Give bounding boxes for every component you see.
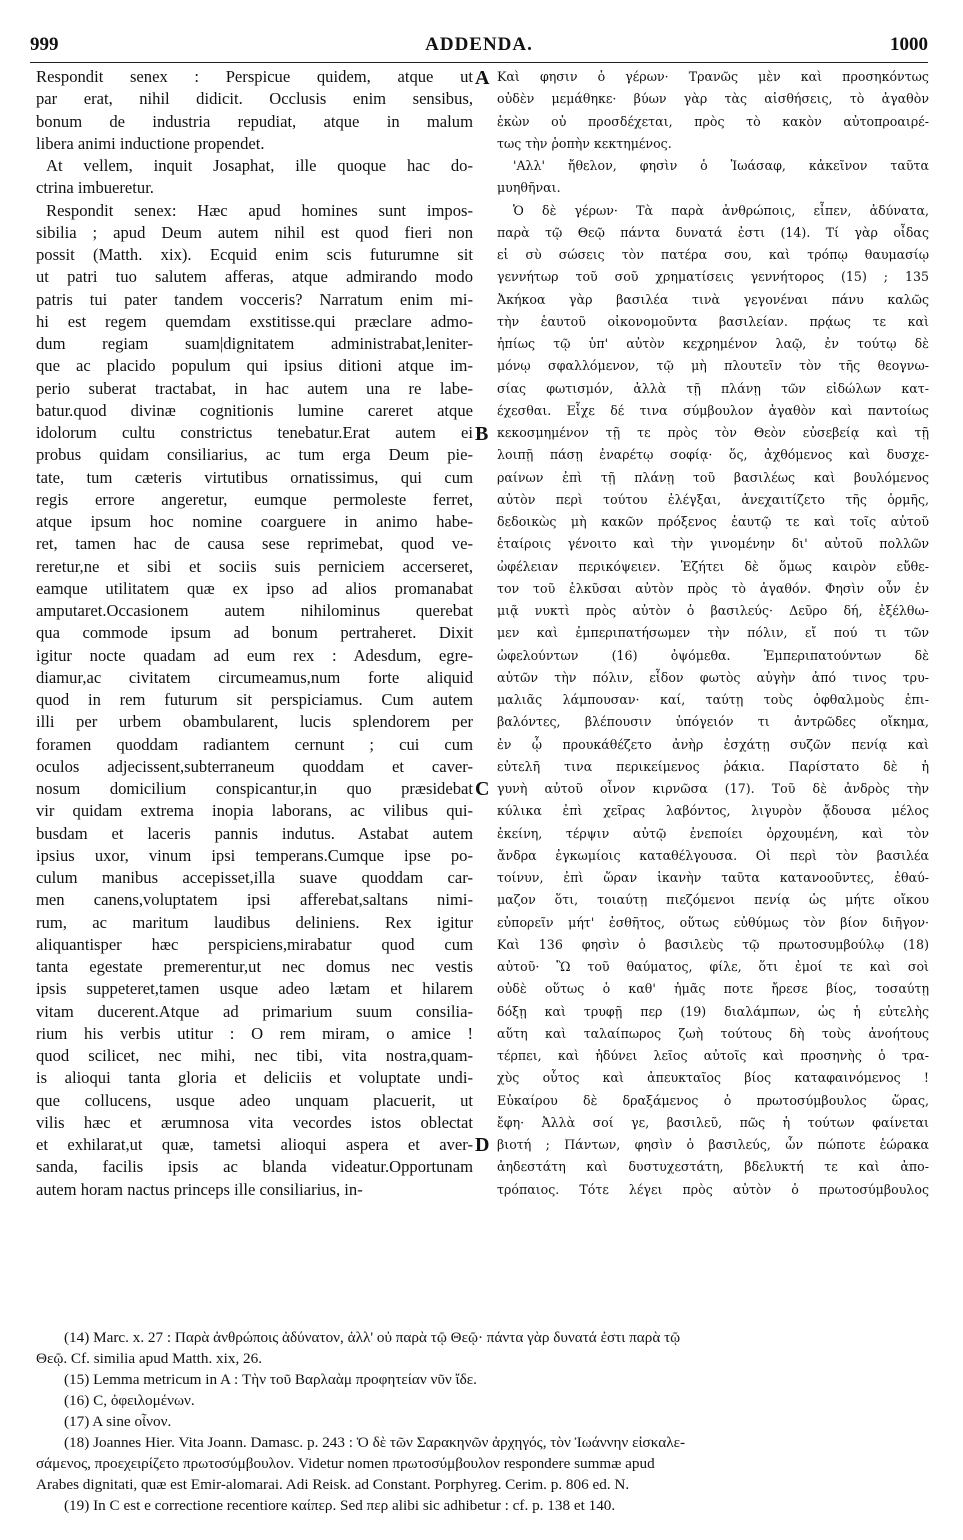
footnote-line: (19) In C est e correctione recentiore καίπερ. Sed περ alibi sic adhibetur : cf. p. 138 et 140. xyxy=(64,1497,616,1514)
footnote-line: (17) A sine οἶνον. xyxy=(64,1413,172,1430)
greek-text-line: τέρπει, καὶ ἡδύνει λεῖος αὐτοῖς καὶ προσηνὴς ὁ τρα- xyxy=(497,1048,929,1063)
greek-text-line: βιοτή ; Πάντων, φησὶν ὁ βασιλεύς, ὧν πώποτε ἑώρακα xyxy=(497,1137,929,1152)
latin-text-line: tanta egestate premerentur,ut nec domus nec vestis xyxy=(36,957,473,976)
greek-text-line: Ὁ δὲ γέρων· Τὰ παρὰ ἀνθρώποις, εἶπεν, ἀδύνατα, xyxy=(513,202,929,218)
latin-text-line: oculos adjecissent,subterraneum quoddam et caver- xyxy=(36,756,473,776)
latin-text-line: et exhilarat,ut quæ, tametsi alioqui aspera et aver- xyxy=(36,1135,473,1154)
greek-text-line: λοιπῇ πάσῃ ἐναρέτῳ σοφίᾳ· ὅς, ἀχθόμενος καὶ δυσχε- xyxy=(497,447,929,463)
greek-text-line: Ἀκήκοα γὰρ βασιλέα τινὰ γεγονέναι πάνυ καλῶς xyxy=(497,291,929,307)
page-number-right: 1000 xyxy=(890,34,928,55)
latin-text-line: Respondit senex : Perspicue quidem, atque ut xyxy=(36,67,473,86)
latin-text-line: culum manibus accepisset,illa suave quoddam car- xyxy=(36,868,473,887)
latin-text-line: rium his verbis utitur : O rem miram, o amice ! xyxy=(36,1023,473,1043)
latin-text-line: possit (Matth. xix). Ecquid enim scis futurumne sit xyxy=(36,245,473,264)
footnote-line: Θεῷ. Cf. similia apud Matth. xix, 26. xyxy=(36,1350,263,1367)
latin-text-line: sanda, facilis ipsis ac blanda videatur.Opportunam xyxy=(36,1157,473,1177)
latin-text-line: rum, ac maritum laudibus deliniens. Rex igitur xyxy=(36,912,473,932)
latin-text-line: hi est regem quemdam exstitisse.qui præclare admo- xyxy=(36,311,473,331)
greek-text-line: ἀηδεστάτη καὶ δυστυχεστάτη, βδελυκτή τε καὶ ἀπο- xyxy=(497,1159,929,1175)
latin-text-line: At vellem, inquit Josaphat, ille quoque hac do- xyxy=(46,156,473,175)
page-number-left: 999 xyxy=(30,34,59,55)
latin-text-line: patris tui pater tandem vocceris? Narratum enim mi- xyxy=(36,289,473,309)
greek-text-line: γυνὴ αὐτοῦ οἶνον κιρνῶσα (17). Τοῦ δὲ ἀνδρὸς τὴν xyxy=(497,781,929,796)
greek-text-line: ὠφέλειαν περικόψειεν. Ἐζήτει δὲ ὅμως καιρὸν εὔθε- xyxy=(497,558,929,574)
latin-text-line: autem horam nactus princeps ille consiliarius, in- xyxy=(36,1179,363,1199)
latin-text-line: perio suberat tractabat, in hac autem una re labe- xyxy=(36,378,473,398)
footnotes xyxy=(36,1327,932,1516)
latin-text-line: regis errore angeretur, eumque permoleste ferret, xyxy=(36,489,473,509)
latin-text-line: is alioqui tanta gloria et deliciis et voluptate undi- xyxy=(36,1068,473,1088)
latin-text-line: batur.quod divinæ cognitionis lumine careret atque xyxy=(36,400,473,420)
greek-text-line: ἐκείνη, τέρψιν αὐτῷ ἐνεποίει ὀρχουμένη, καὶ τὸν xyxy=(497,825,929,841)
greek-text-line: χὺς οὗτος καὶ ἀπευκταῖος βίος καταφαινόμενος ! xyxy=(497,1070,929,1086)
latin-text-line: que ac placido populum qui ipsius ditioni atque im- xyxy=(36,356,473,376)
greek-text-line: Εὐκαίρου δὲ δραξάμενος ὁ πρωτοσύμβουλος ὥρας, xyxy=(497,1092,929,1108)
latin-text-line: men canens,voluptatem ipsi afferebat,saltans nimi- xyxy=(36,890,473,910)
greek-text-line: αὐτοῦ· Ὢ τοῦ θαύματος, φίλε, ὅτι ἐμοί τε καὶ σοὶ xyxy=(497,959,929,974)
greek-text-line: τον τοῦ ἑλκῦσαι αὐτὸν πρὸς τὸ ἀγαθόν. Φησὶν οὖν ἐν xyxy=(497,580,929,596)
latin-text-line: igitur nocte quadam ad eum rex : Adesdum, egre- xyxy=(36,645,473,665)
greek-text-line: έχεσθαι. Εἶχε δέ τινα σύμβουλον ἀγαθὸν καὶ παντοίως xyxy=(497,402,929,418)
latin-text-line: vitam ducerent.Atque ad primarium suum consilia- xyxy=(36,1001,473,1021)
latin-text-line: diamur,ac civitatem circumeamus,num forte aliquid xyxy=(36,667,473,687)
greek-text-line: ἐν ᾧ προυκάθέζετο ἀνὴρ ἐσχάτῃ συζῶν πενίᾳ καὶ xyxy=(497,736,929,752)
greek-text-line: μόνῳ σφαλλόμενον, τῷ μὴ πλουτεῖν τὸν τῆς θεογνω- xyxy=(497,358,929,374)
running-title: ADDENDA. xyxy=(425,34,533,55)
section-marker-b: B xyxy=(475,423,489,445)
footnote-line: σάμενος, προεχειρίζετο πρωτοσύμβουλον. Videtur nomen πρωτοσύμβουλον respondere summæ apud xyxy=(36,1455,655,1472)
greek-text-line: ἑκὼν οὐ προσδέχεται, πρὸς τὸ κακὸν αὐτοπροαιρέ- xyxy=(497,113,929,129)
greek-text-line: τοίνυν, ἐπὶ ὥραν ἱκανὴν ταῦτα κατανοοῦντες, ἐθαύ- xyxy=(497,870,929,885)
latin-text-line: vilis hæc et ærumnosa vita vecordes istos oblectat xyxy=(36,1112,473,1132)
greek-text-line: παρὰ τῷ Θεῷ πάντα δυνατά ἐστι (14). Τί γὰρ οἶδας xyxy=(497,224,929,240)
latin-text-line: ut patri tuo salutem afferas, atque admirando modo xyxy=(36,267,473,287)
latin-text-line: que collucens, usque adeo unquam placuerit, ut xyxy=(36,1090,473,1110)
greek-text-line: ἔφη· Ἀλλὰ σοί γε, βασιλεῦ, πῶς ἡ τούτων φαίνεται xyxy=(497,1114,929,1130)
latin-text-line: libera animi inductione propendet. xyxy=(36,133,265,153)
greek-text-line: ἄνδρα ἐγκωμίοις καταθέλγουσα. Οἱ περὶ τὸν βασιλέα xyxy=(497,847,929,863)
latin-text-line: quod in rem futurum sit perspiciamus. Cum autem xyxy=(36,690,473,709)
greek-text-line: μαζον ὅτι, τοιαύτῃ πιεζόμενοι πενίᾳ ὡς μήτε οἴκου xyxy=(497,892,929,908)
latin-text-line: illi per urbem obambularent, lucis splendorem per xyxy=(36,712,473,732)
greek-text-line: δόξῃ καὶ τρυφῇ περ (19) διαλάμπων, ὡς ἡ εὐτελὴς xyxy=(497,1003,929,1019)
latin-text-line: sibilia ; apud Deum autem nihil est quod fieri non xyxy=(36,222,473,242)
latin-text-line: bonum de industria repudiat, atque in malum xyxy=(36,111,473,131)
latin-text-line: eamque utilitatem quæ ex ipso ad alios promanabat xyxy=(36,578,473,598)
latin-text-line: atque ipsum hoc nomine coarguere in animo habe- xyxy=(36,512,473,531)
latin-text-line: tate, tum cæteris virtutibus ornatissimus, qui cum xyxy=(36,467,473,487)
latin-text-line: ctrina imbueretur. xyxy=(36,178,154,198)
greek-text-line: τρόπαιος. Τότε λέγει πρὸς αὐτὸν ὁ πρωτοσύμβουλος xyxy=(497,1181,929,1197)
greek-text-line: οὐδὲ οὕτως ὁ καθ' ἡμᾶς ποτε ἤρεσε βίος, τοσαύτῃ xyxy=(497,981,929,997)
greek-text-line: μεν καὶ ἐμπεριπατήσωμεν τὴν πόλιν, εἴ πού τι τῶν xyxy=(497,625,929,641)
greek-column xyxy=(497,66,929,1201)
greek-text-line: ἑταίροις γένοιτο καὶ τὴν γινομένην δι' αὐτοῦ πολλῶν xyxy=(497,536,929,552)
greek-text-line: γεννήτωρ τοῦ σοῦ χρηματίσεις γεννήτορος (15) ; 135 xyxy=(497,269,929,285)
greek-text-line: κεκοσμημένον τῇ τε πρὸς τὸν Θεὸν εὐσεβείᾳ καὶ τῇ xyxy=(497,425,929,440)
latin-text-line: par erat, nihil didicit. Occlusis enim sensibus, xyxy=(36,89,473,109)
footnote-line: (16) C, ὀφειλομένων. xyxy=(64,1392,195,1409)
latin-column xyxy=(36,66,473,1201)
greek-text-line: μιᾷ νυκτὶ πρὸς αὐτὸν ὁ βασιλεύς· Δεῦρο δή, ἐξέλθω- xyxy=(497,603,929,618)
latin-text-line: amputaret.Occasionem autem nihilominus querebat xyxy=(36,601,473,620)
latin-text-line: probus quidam consiliarius, ac tum erga Deum pie- xyxy=(36,445,473,465)
header-rule xyxy=(30,62,928,63)
footnote-line: Arabes dignitati, quæ est Emir-alomarai. Adi Reisk. ad Constant. Porphyreg. Cerim. p. 806 ed. N. xyxy=(36,1476,630,1493)
latin-text-line: nosum domicilium conspicantur,in quo præsidebat xyxy=(36,779,473,798)
greek-text-line: αὕτη καὶ ταλαίπωρος ζωὴ τούτους δὴ τοὺς ἀνοήτους xyxy=(497,1025,929,1041)
latin-text-line: dum regiam suam|dignitatem administrabat,leniter- xyxy=(36,334,473,353)
greek-text-line: αὐτὸν περὶ τούτου ἐλέγξαι, ἀνεχαιτίζετο τῆς ὁρμῆς, xyxy=(497,491,929,507)
page-header xyxy=(30,34,928,62)
latin-text-line: idolorum cultu constrictus tenebatur.Erat autem ei xyxy=(36,423,473,442)
greek-text-line: ὠφελούντων (16) ὀψόμεθα. Ἐμπεριπατούντων δὲ xyxy=(497,647,929,663)
footnote-line: (15) Lemma metricum in A : Τὴν τοῦ Βαρλαὰμ προφητείαν νῦν ἴδε. xyxy=(64,1371,477,1388)
greek-text-line: κύλικα ἐπὶ χεῖρας λαβόντος, λιγυρὸν ᾄδουσα μέλος xyxy=(497,803,929,819)
greek-text-line: μυηθῆναι. xyxy=(497,180,561,196)
greek-text-line: εὐπορεῖν μήτ' ἐσθῆτος, οὕτως εὐθύμως τὸν βίον διῆγον· xyxy=(497,914,929,930)
latin-text-line: reretur,ne et sibi et sociis suis perniciem accerseret, xyxy=(36,556,473,576)
latin-text-line: foramen quoddam radiantem cernunt ; cui cum xyxy=(36,734,473,754)
greek-text-line: ραίνων ἐπὶ τῇ πλάνῃ τοῦ βασιλέως καὶ βουλόμενος xyxy=(497,469,929,485)
greek-text-line: μαλιᾶς λάμπουσαν· καί, ταύτῃ τοὺς ὀφθαλμοὺς ἐπι- xyxy=(497,692,929,707)
greek-text-line: οὐδὲν μεμάθηκε· βύων γὰρ τὰς αἰσθήσεις, τὸ ἀγαθὸν xyxy=(497,91,929,107)
greek-text-line: βαλόντες, βλέπουσιν ὑπόγειόν τι ἀντρῶδες οἴκημα, xyxy=(497,714,929,730)
greek-text-line: δεδοικὼς μὴ κακῶν πρόξενος ἑαυτῷ τε καὶ τοῖς αὐτοῦ xyxy=(497,514,929,529)
latin-text-line: ipsis suppeteret,tamen usque adeo lætam et hilarem xyxy=(36,979,473,999)
footnote-line: (18) Joannes Hier. Vita Joann. Damasc. p. 243 : Ὁ δὲ τῶν Σαρακηνῶν ἀρχηγός, τὸν Ἰωάννην εἰσκαλε- xyxy=(64,1434,686,1451)
latin-text-line: ipsius uxor, vinum ipsi temperans.Cumque ipse po- xyxy=(36,845,473,865)
greek-text-line: ἠπίως τῷ ὑπ' αὐτὸν κεχρημένον λαῷ, ἐν τούτῳ δὲ xyxy=(497,336,929,351)
greek-text-line: Καὶ 136 φησὶν ὁ βασιλεὺς τῷ πρωτοσυμβούλῳ (18) xyxy=(497,936,929,952)
latin-text-line: quod scilicet, nec mihi, nec tibi, vita nostra,quam- xyxy=(36,1046,473,1065)
latin-text-line: aliquantisper hæc perspiciens,mirabatur quod cum xyxy=(36,934,473,954)
greek-text-line: εὐτελῆ τινα περικείμενος ῥάκια. Παρίστατο δὲ ἡ xyxy=(497,758,929,774)
greek-text-line: 'Αλλ' ἤθελον, φησὶν ὁ Ἰωάσαφ, κἀκεῖνον ταῦτα xyxy=(513,158,929,173)
latin-text-line: ret, tamen hac de causa sese reprimebat, quod ve- xyxy=(36,534,473,554)
section-marker-c: C xyxy=(475,778,490,800)
greek-text-line: αὐτῶν τὴν πόλιν, εἶδον φωτὸς αὐγὴν ἀπό τινος τρυ- xyxy=(497,669,929,685)
greek-text-line: Καὶ φησιν ὁ γέρων· Τρανῶς μὲν καὶ προσηκόντως xyxy=(497,69,929,84)
section-marker-d: D xyxy=(475,1134,490,1156)
latin-text-line: busdam et laceris pannis indutus. Astabat autem xyxy=(36,823,473,843)
footnote-line: (14) Marc. x. 27 : Παρὰ ἀνθρώποις ἀδύνατον, ἀλλ' οὐ παρὰ τῷ Θεῷ· πάντα γὰρ δυνατά ἐστι παρὰ τῷ xyxy=(64,1329,681,1346)
latin-text-line: qua commode ipsum ad bonum pertraheret. Dixit xyxy=(36,623,473,643)
latin-text-line: Respondit senex: Hæc apud homines sunt impos- xyxy=(46,200,473,220)
greek-text-line: τὴν ἑαυτοῦ οἰκονομοῦντα βασιλείαν. πρᾴως τε καὶ xyxy=(497,313,929,329)
section-marker-a: A xyxy=(475,67,490,89)
greek-text-line: εἰ σὺ σώσεις τὸν πατέρα σου, καὶ τρόπῳ θαυμασίῳ xyxy=(497,247,929,262)
greek-text-line: τως τὴν ῥοπὴν κεκτημένος. xyxy=(497,135,672,151)
greek-text-line: σίας φωτισμόν, ἀλλὰ τῇ πλάνῃ τῶν εἰδώλων κατ- xyxy=(497,380,929,396)
latin-text-line: vir quidam extrema inopia laborans, ac vilibus qui- xyxy=(36,801,473,821)
